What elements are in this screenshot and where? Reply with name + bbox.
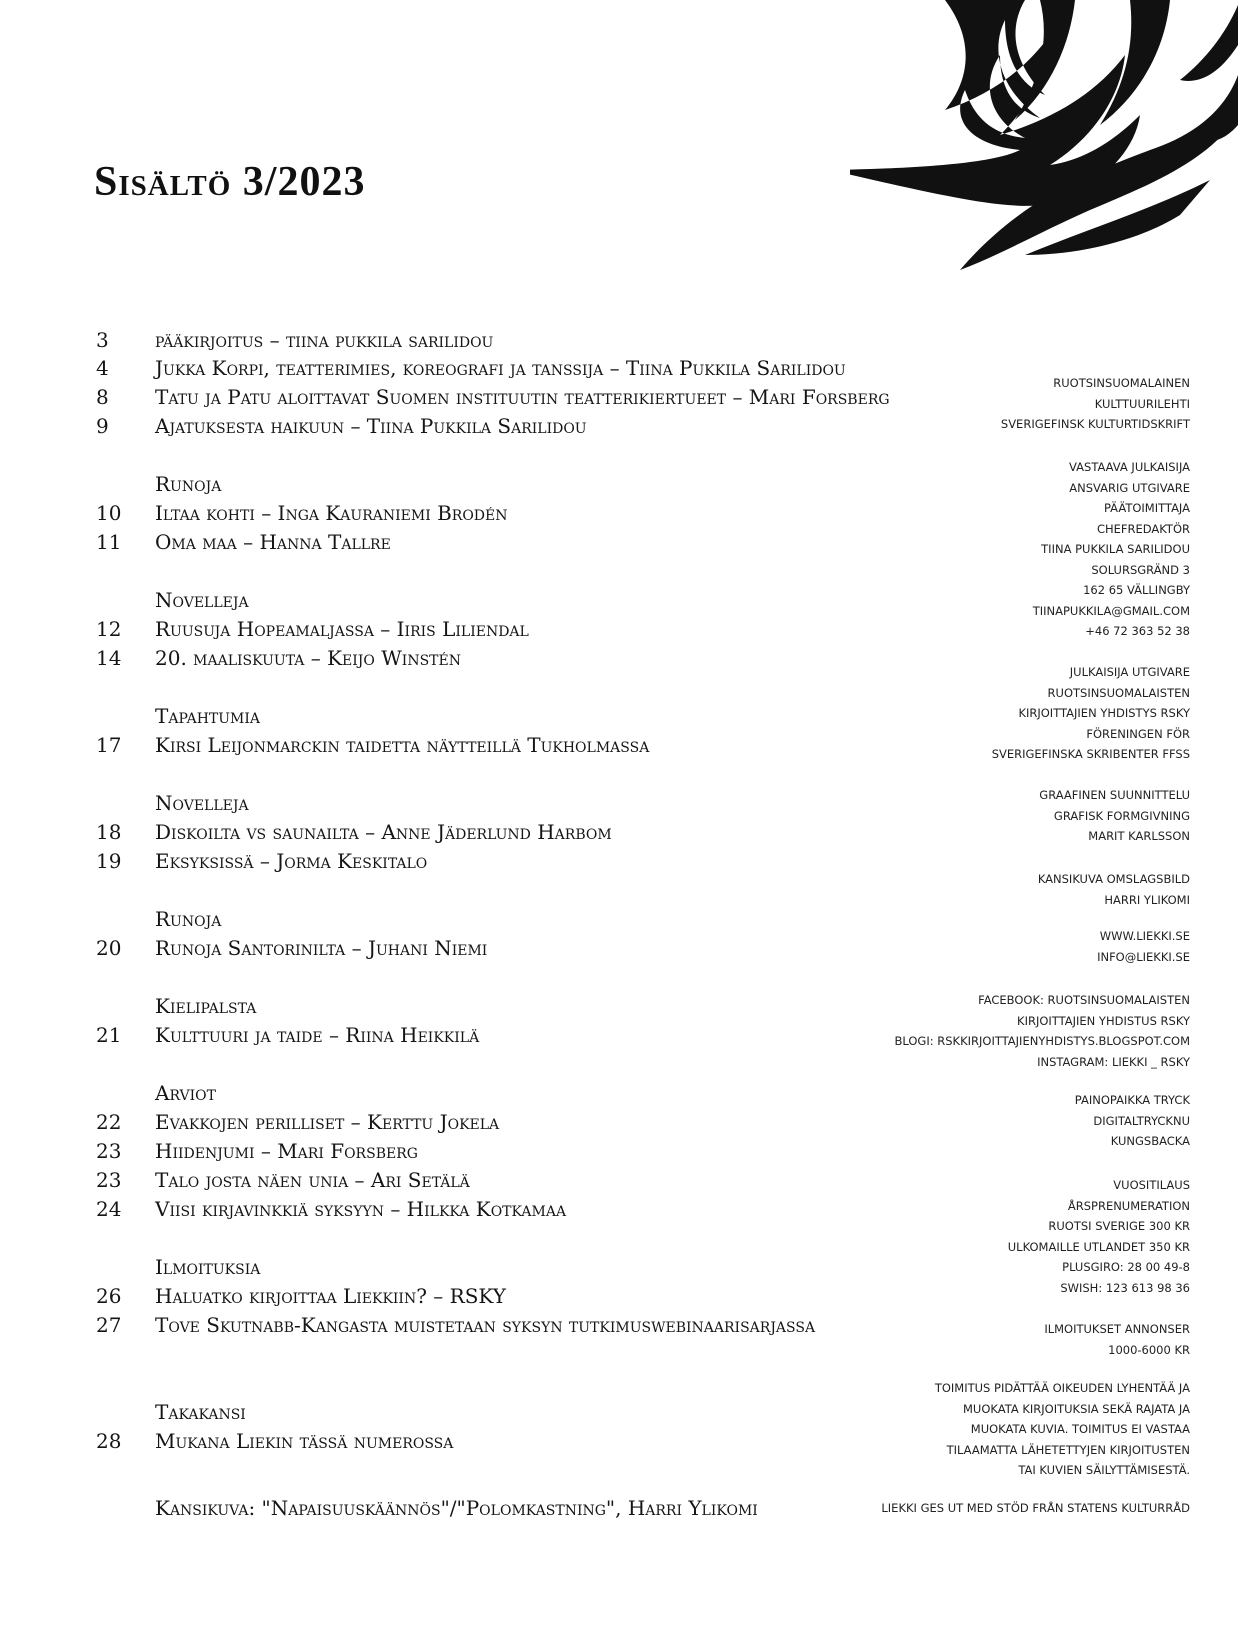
colophon-line: KIRJOITTAJIEN YHDISTUS RSKY [1017,1013,1190,1028]
entry-title: Kirsi Leijonmarckin taidetta näytteillä Tukholmassa [155,733,650,757]
page-number: 28 [96,1429,122,1453]
entry-title: Evakkojen perilliset – Kerttu Jokela [155,1110,500,1134]
colophon-block [1075,1090,1190,1152]
colophon-block [1001,373,1190,435]
colophon-line: PLUSGIRO: 28 00 49-8 [1062,1260,1190,1274]
colophon-line: RUOTSINSUOMALAINEN [1053,376,1190,390]
section-heading: Runoja [155,907,222,931]
colophon-line: PÄÄTOIMITTAJA [1103,501,1190,515]
page-number: 9 [96,414,109,438]
colophon-line: SVERIGEFINSK KULTURTIDSKRIFT [1000,417,1190,431]
section-heading: Arviot [155,1081,216,1105]
page-title: Sisältö 3/2023 [94,159,366,205]
section-heading: Runoja [155,472,222,496]
entry-title: Kulttuuri ja taide – Riina Heikkilä [155,1023,480,1047]
colophon-line: LIEKKI GES UT MED STÖD FRÅN STATENS KULTURRÅD [881,1501,1190,1515]
colophon-line: VUOSITILAUS [1113,1178,1190,1192]
colophon-block [894,990,1190,1072]
colophon-line: TIINA PUKKILA SARILIDOU [1041,542,1190,556]
colophon-block [1039,785,1190,847]
page-number: 23 [96,1139,122,1163]
colophon-line: MUOKATA KUVIA. TOIMITUS EI VASTAA [970,1422,1190,1436]
colophon-line: GRAAFINEN SUUNNITTELU [1039,788,1190,802]
entry-title: pääkirjoitus – tiina pukkila sarilidou [155,328,494,352]
section-heading: Novelleja [155,588,249,612]
colophon-line: KUNGSBACKA [1110,1134,1190,1148]
colophon-line: FACEBOOK: RUOTSINSUOMALAISTEN [978,993,1190,1007]
colophon-line: KULTTUURILEHTI [1094,396,1190,411]
page-number: 26 [96,1284,122,1308]
colophon-line: JULKAISIJA UTGIVARE [1069,665,1190,679]
colophon-line: 1000-6000 KR [1108,1342,1190,1357]
section-heading: Kielipalsta [155,994,257,1018]
entry-title: Eksyksissä – Jorma Keskitalo [155,849,428,873]
colophon-block [1097,926,1190,967]
colophon-line: VASTAAVA JULKAISIJA [1069,460,1190,474]
entry-title: Oma maa – Hanna Tallre [155,530,391,554]
colophon-line: DIGITALTRYCKNU [1093,1113,1190,1128]
page-number: 14 [96,646,122,670]
colophon-line: ÅRSPRENUMERATION [1067,1198,1190,1213]
page-number: 24 [96,1197,122,1221]
colophon-line: PAINOPAIKKA TRYCK [1074,1093,1190,1107]
section-heading: Tapahtumia [155,704,261,728]
page-number: 12 [96,617,122,641]
colophon-line: KANSIKUVA OMSLAGSBILD [1037,872,1190,886]
colophon-line: ANSVARIG UTGIVARE [1069,480,1190,495]
entry-title: Ajatuksesta haikuun – Tiina Pukkila Sarilidou [155,414,587,438]
page-number: 20 [96,936,122,960]
colophon-line: TAI KUVIEN SÄILYTTÄMISESTÄ. [1018,1463,1190,1477]
entry-title: Diskoilta vs saunailta – Anne Jäderlund Harbom [155,820,612,844]
section-heading: Takakansi [155,1400,246,1424]
colophon-line: WWW.LIEKKI.SE [1099,929,1190,943]
section-heading: Ilmoituksia [155,1255,261,1279]
colophon-line: TOIMITUS PIDÄTTÄÄ OIKEUDEN LYHENTÄÄ JA [934,1381,1190,1395]
entry-title: Tove Skutnabb-Kangasta muistetaan syksyn tutkimuswebinaarisarjassa [155,1313,816,1337]
colophon-line: KIRJOITTAJIEN YHDISTYS RSKY [1018,706,1190,720]
colophon-line: TILAAMATTA LÄHETETTYJEN KIRJOITUSTEN [946,1442,1190,1457]
colophon-line: INSTAGRAM: LIEKKI _ RSKY [1037,1054,1190,1069]
colophon-line: HARRI YLIKOMI [1104,892,1190,907]
page-number: 22 [96,1110,122,1134]
colophon-line: INFO@LIEKKI.SE [1097,949,1190,964]
page-number: 19 [96,849,122,873]
colophon-line: FÖRENINGEN FÖR [1086,726,1190,741]
colophon-block [992,662,1190,765]
entry-title: Ruusuja Hopeamaljassa – Iiris Liliendal [155,617,529,641]
colophon-line: +46 72 363 52 38 [1085,624,1190,638]
colophon-line: MARIT KARLSSON [1088,829,1190,843]
colophon-line: RUOTSINSUOMALAISTEN [1047,685,1190,700]
page-number: 18 [96,820,122,844]
page-number: 17 [96,733,122,757]
colophon-block [1038,869,1190,910]
entry-title: Mukana Liekin tässä numerossa [155,1429,454,1453]
colophon-line: SVERIGEFINSKA SKRIBENTER FFSS [991,747,1190,761]
entry-title: Viisi kirjavinkkiä syksyyn – Hilkka Kotkamaa [155,1197,567,1221]
colophon-line: GRAFISK FORMGIVNING [1053,808,1190,823]
colophon-block [1044,1319,1190,1360]
section-heading: Novelleja [155,791,249,815]
page-number: 8 [96,385,109,409]
entry-title: Tatu ja Patu aloittavat Suomen instituutin teatterikiertueet – Mari Forsberg [155,385,890,409]
colophon-block [881,1498,1190,1519]
colophon-line: MUOKATA KIRJOITUKSIA SEKÄ RAJATA JA [962,1401,1190,1416]
entry-title: Iltaa kohti – Inga Kauraniemi Brodén [155,501,508,525]
colophon-line: RUOTSI SVERIGE 300 KR [1048,1219,1190,1233]
entry-title: Talo josta näen unia – Ari Setälä [155,1168,470,1192]
cover-caption: Kansikuva: "Napaisuuskäännös"/"Polomkastning", Harri Ylikomi [155,1496,758,1520]
colophon-line: ULKOMAILLE UTLANDET 350 KR [1007,1239,1190,1254]
colophon-block [1008,1175,1190,1298]
entry-title: 20. maaliskuuta – Keijo Winstén [155,646,461,670]
entry-title: Haluatko kirjoittaa Liekkiin? – RSKY [155,1284,507,1308]
colophon-line: BLOGI: RSKKIRJOITTAJIENYHDISTYS.BLOGSPOT.COM [894,1034,1190,1048]
page-number: 21 [96,1023,122,1047]
entry-title: Runoja Santorinilta – Juhani Niemi [155,936,488,960]
entry-title: Jukka Korpi, teatterimies, koreografi ja tanssija – Tiina Pukkila Sarilidou [155,356,846,380]
page-number: 3 [96,328,109,352]
page-number: 4 [96,356,109,380]
entry-title: Hiidenjumi – Mari Forsberg [155,1139,418,1163]
colophon-line: ILMOITUKSET ANNONSER [1044,1322,1190,1336]
flame-logo [850,0,1238,290]
colophon-line: TIINAPUKKILA@GMAIL.COM [1032,603,1190,618]
page-number: 23 [96,1168,122,1192]
page-number: 11 [96,530,122,554]
colophon-line: SWISH: 123 613 98 36 [1060,1280,1190,1295]
page-number: 10 [96,501,122,525]
colophon-block [1033,457,1190,642]
colophon-line: 162 65 VÄLLINGBY [1083,583,1190,597]
colophon-block [935,1378,1190,1481]
colophon-line: SOLURSGRÄND 3 [1091,562,1190,577]
page-number: 27 [96,1313,122,1337]
colophon-line: CHEFREDAKTÖR [1096,521,1190,536]
